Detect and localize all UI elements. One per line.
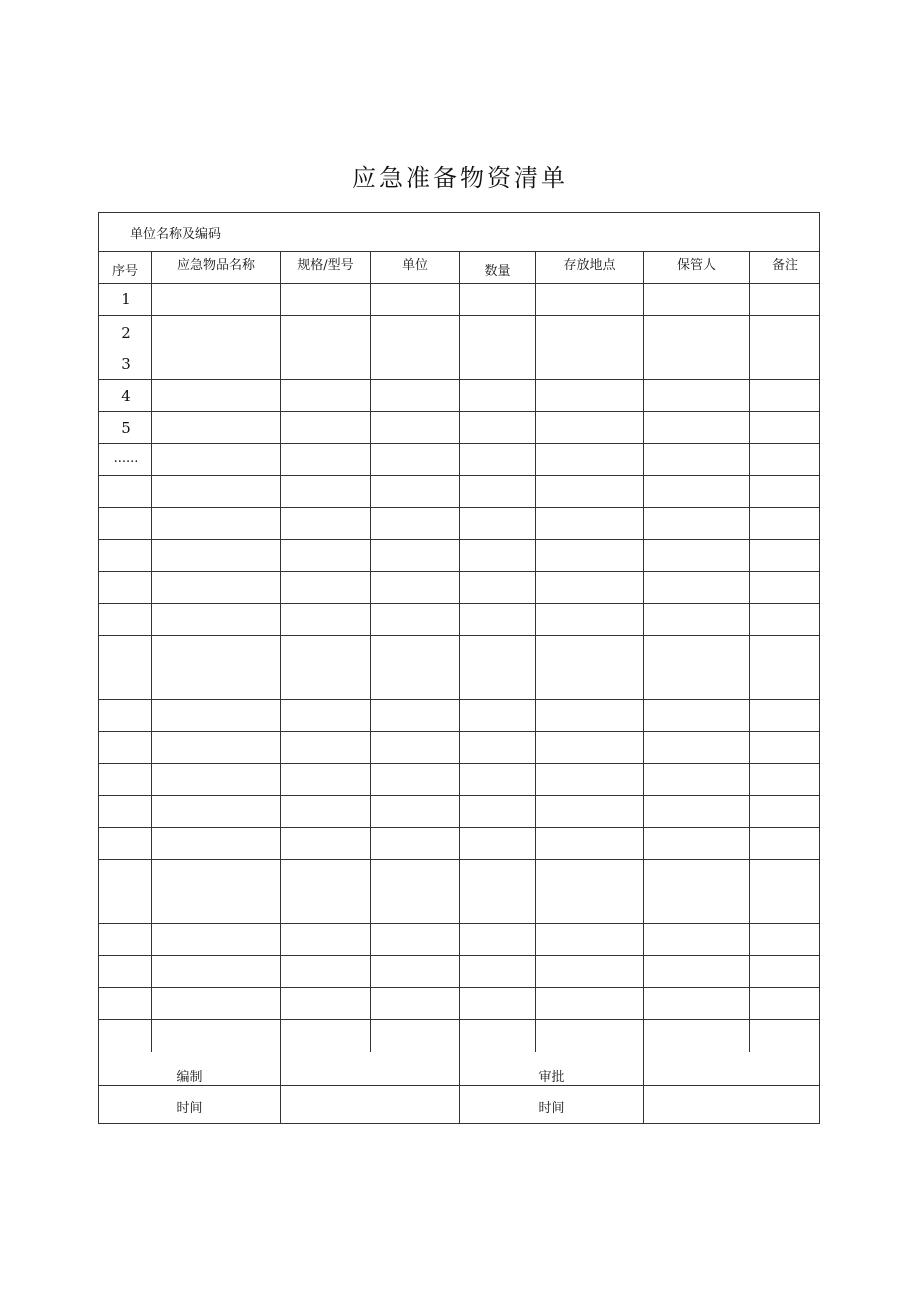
row-number-3: 3 [121, 355, 131, 373]
approved-label: 审批 [538, 1070, 565, 1085]
grid-vline [459, 251, 460, 1052]
grid-vline [370, 251, 371, 1052]
unit-name-label: 单位名称及编码 [130, 227, 222, 242]
grid-vline [280, 251, 281, 1052]
grid-vline [535, 251, 536, 1052]
grid-vline [280, 1052, 281, 1124]
row-number-2: 2 [121, 324, 131, 342]
grid-vline [643, 1052, 644, 1124]
row-number-1: 1 [121, 290, 131, 308]
grid-vline [643, 251, 644, 1052]
header-index: 序号 [111, 264, 138, 279]
row-number-5: 5 [121, 419, 131, 437]
approved-time-label: 时间 [538, 1101, 565, 1116]
compiled-time-label: 时间 [176, 1101, 203, 1116]
page-title: 应急准备物资清单 [352, 164, 568, 192]
header-unit: 单位 [401, 258, 428, 273]
grid-vline [749, 251, 750, 1052]
header-custodian: 保管人 [676, 258, 716, 273]
header-storage-location: 存放地点 [563, 258, 616, 273]
compiled-label: 编制 [176, 1070, 203, 1085]
header-item-name: 应急物品名称 [176, 258, 255, 273]
header-remarks: 备注 [771, 258, 798, 273]
row-number-more: ...... [113, 451, 139, 466]
header-quantity: 数量 [484, 264, 511, 279]
header-spec-model: 规格/型号 [297, 258, 354, 273]
row-number-4: 4 [121, 387, 131, 405]
